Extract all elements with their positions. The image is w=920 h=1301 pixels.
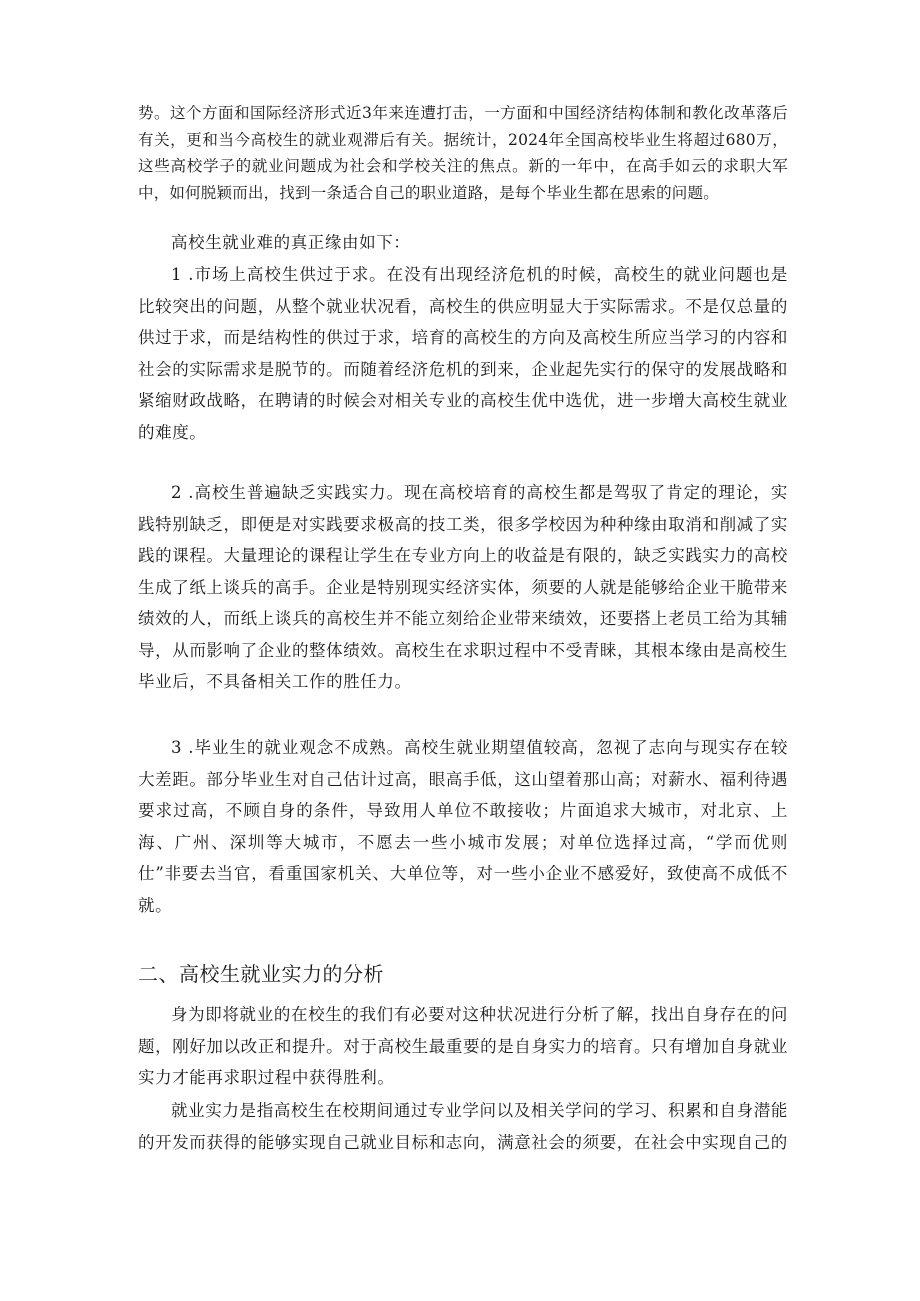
reason-1-paragraph: 1 .市场上高校生供过于求。在没有出现经济危机的时候，高校生的就业问题也是比较突出的问题，从整个就业状况看，高校生的供应明显大于实际需求。不是仅总量的供过于求，而是结构性的供过于求，培育的高校生的方向及高校生所应当学习的内容和社会的实际需求是脱节的。而随着经济危机的到来，企业起先实行的保守的发展战略和紧缩财政战略，在聘请的时候会对相关专业的高校生优中选优，进一步增大高校生就业的难度。: [138, 265, 788, 442]
reason-2-paragraph: 2 .高校生普遍缺乏实践实力。现在高校培育的高校生都是驾驭了肯定的理论，实践特别缺乏，即便是对实践要求极高的技工类，很多学校因为种种缘由取消和削减了实践的课程。大量理论的课程让学生在专业方向上的收益是有限的，缺乏实践实力的高校生成了纸上谈兵的高手。企业是特别现实经济实体，须要的人就是能够给企业干脆带来绩效的人，而纸上谈兵的高校生并不能立刻给企业带来绩效，还要搭上老员工给为其辅导，从而影响了企业的整体绩效。高校生在求职过程中不受青睐，其根本缘由是高校生毕业后，不具备相关工作的胜任力。: [138, 483, 788, 691]
reason-3-paragraph: 3 .毕业生的就业观念不成熟。高校生就业期望值较高，忽视了志向与现实存在较大差距。部分毕业生对自己估计过高，眼高手低，这山望着那山高；对薪水、福利待遇要求过高，不顾自身的条件，导致用人单位不敢接收；片面追求大城市，对北京、上海、广州、深圳等大城市，不愿去一些小城市发展；对单位选择过高，“学而优则仕”非要去当官，看重国家机关、大单位等，对一些小企业不感爱好，致使高不成低不就。: [138, 738, 788, 915]
intro-paragraph: 势。这个方面和国际经济形式近3年来连遭打击，一方面和中国经济结构体制和教化改革落后有关，更和当今高校生的就业观滞后有关。据统计，2024年全国高校毕业生将超过680万，这些高校学子的就业问题成为社会和学校关注的焦点。新的一年中，在高手如云的求职大军中，如何脱颖而出，找到一条适合自己的职业道路，是每个毕业生都在思索的问题。: [138, 104, 788, 202]
reasons-intro-paragraph: 高校生就业难的真正缘由如下：: [171, 233, 411, 252]
section-heading: 二、高校生就业实力的分析: [138, 962, 384, 986]
analysis-paragraph-2: 就业实力是指高校生在校期间通过专业学问以及相关学问的学习、积累和自身潜能的开发而获得的能够实现自己就业目标和志向，满意社会的须要，在社会中实现自己的: [138, 1101, 788, 1152]
analysis-paragraph-1: 身为即将就业的在校生的我们有必要对这种状况进行分析了解，找出自身存在的问题，刚好加以改正和提升。对于高校生最重要的是自身实力的培育。只有增加自身就业实力才能再求职过程中获得胜利。: [138, 1005, 788, 1087]
